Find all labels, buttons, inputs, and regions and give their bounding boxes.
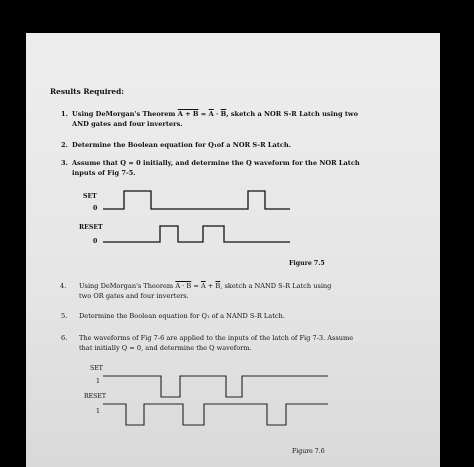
item-2-number: 2. bbox=[61, 141, 68, 149]
item-3-number: 3. bbox=[61, 159, 68, 167]
fig75-set-waveform bbox=[103, 191, 290, 209]
item-6-line-2: that initially Q = 0, and determine the Q waveform. bbox=[79, 344, 252, 352]
fig76-set-label: SET bbox=[90, 365, 103, 372]
item-1-line-2: AND gates and four inverters. bbox=[72, 120, 183, 128]
fig75-reset-waveform bbox=[103, 226, 290, 242]
item-5-line-1: Determine the Boolean equation for Q₁ of a NAND S-R Latch. bbox=[79, 312, 285, 320]
fig76-caption: Figure 7.6 bbox=[292, 448, 325, 455]
equation-lhs: A + B bbox=[177, 110, 199, 118]
item-3-line-2: inputs of Fig 7-5. bbox=[72, 169, 136, 177]
item-3-line-1: Assume that Q = 0 initially, and determine the Q waveform for the NOR Latch bbox=[72, 159, 360, 167]
fig76-reset-label: RESET bbox=[84, 393, 107, 400]
fig76-reset-waveform bbox=[103, 404, 328, 425]
fig75-set-label: SET bbox=[83, 193, 97, 200]
fig76-set-level: 1 bbox=[96, 378, 100, 385]
equation-lhs: A · B bbox=[175, 282, 192, 290]
item-4-line-2: two OR gates and four inverters. bbox=[79, 292, 189, 300]
item-2-line-1: Determine the Boolean equation for Q₁of a NOR S-R Latch. bbox=[72, 141, 291, 149]
item-1-number: 1. bbox=[61, 110, 68, 118]
item-4-number: 4. bbox=[60, 282, 67, 290]
results-heading: Results Required: bbox=[50, 87, 125, 96]
fig75-set-level: 0 bbox=[93, 205, 98, 212]
item-6-line-1: The waveforms of Fig 7-6 are applied to the inputs of the latch of Fig 7-3. Assume bbox=[79, 334, 354, 342]
item-4-line-1: Using DeMorgan's Theorem $A \cdot B = \overline{A} + \overline{B}$, sketch a NAND S-R Latch using bbox=[79, 282, 332, 290]
item-5-number: 5. bbox=[61, 312, 68, 320]
item-1-line-1: Using DeMorgan's Theorem $A + B = \overline{A} \cdot \overline{B}$, sketch a NOR S-R Latch using two bbox=[72, 110, 358, 118]
fig75-reset-label: RESET bbox=[79, 224, 103, 231]
fig75-reset-level: 0 bbox=[93, 238, 98, 245]
fig76-set-waveform bbox=[103, 376, 328, 397]
fig75-caption: Figure 7.5 bbox=[289, 260, 325, 267]
item-6-number: 6. bbox=[61, 334, 68, 342]
fig76-reset-level: 1 bbox=[96, 408, 100, 415]
